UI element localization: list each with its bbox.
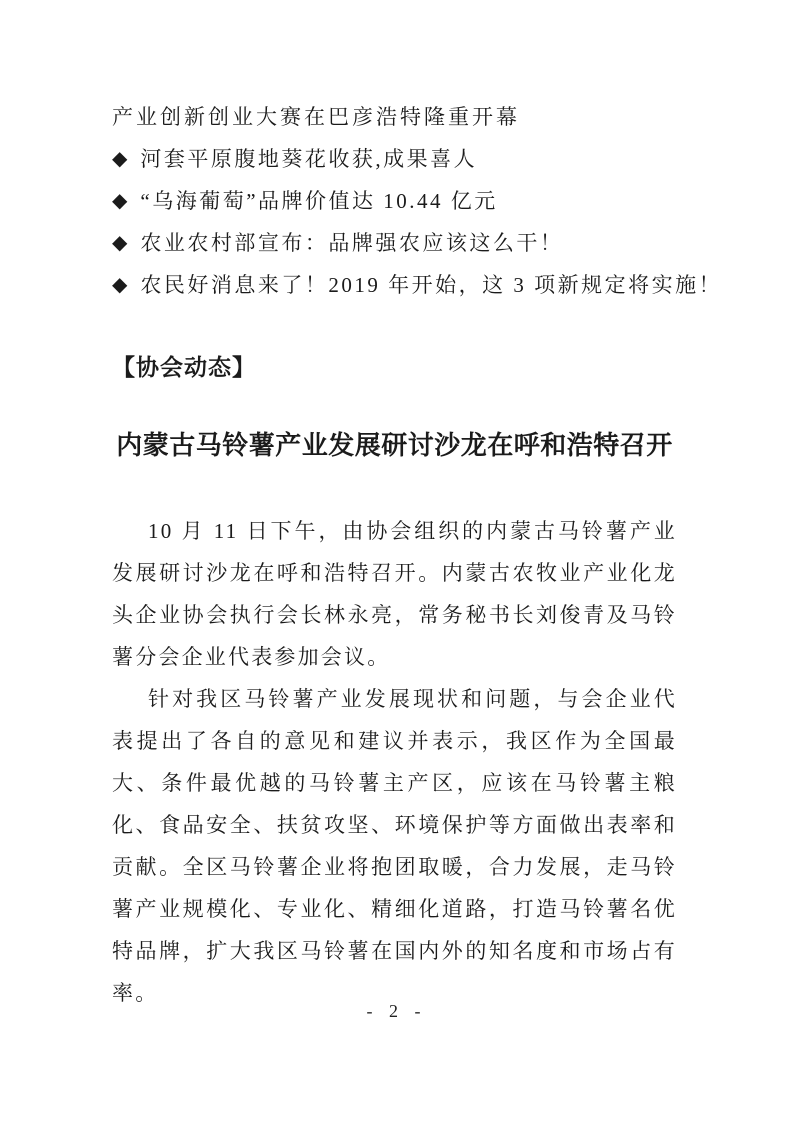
news-list-item [112, 222, 677, 264]
news-list-item [112, 264, 723, 306]
section-header-association-news: 【协会动态】 [112, 354, 256, 380]
diamond-bullet-icon: ◆ [112, 232, 128, 254]
article-paragraph: 10 月 11 日下午，由协会组织的内蒙古马铃薯产业发展研讨沙龙在呼和浩特召开。内蒙古农牧业产业化龙头企业协会执行会长林永亮，常务秘书长刘俊青及马铃薯分会企业代表参加会议。 [112, 519, 677, 669]
news-list-item [112, 180, 677, 222]
article-paragraph: 针对我区马铃薯产业发展现状和问题，与会企业代表提出了各自的意见和建议并表示，我区作为全国最大、条件最优越的马铃薯主产区，应该在马铃薯主粮化、食品安全、扶贫攻坚、环境保护等方面做出表率和贡献。全区马铃薯企业将抱团取暖，合力发展，走马铃薯产业规模化、专业化、精细化道路，打造马铃薯名优特品牌，扩大我区马铃薯在国内外的知名度和市场占有率。 [112, 687, 677, 1005]
page-number: - 2 - [366, 1001, 427, 1021]
diamond-bullet-icon: ◆ [112, 148, 128, 170]
news-list-item-text: “乌海葡萄”品牌价值达 10.44 亿元 [140, 189, 498, 213]
news-list-continuation-line: 产业创新创业大赛在巴彦浩特隆重开幕 [112, 105, 520, 129]
news-list-item [112, 138, 677, 180]
diamond-bullet-icon: ◆ [112, 190, 128, 212]
article-title: 内蒙古马铃薯产业发展研讨沙龙在呼和浩特召开 [116, 431, 673, 460]
news-list-item-text: 农业农村部宣布：品牌强农应该这么干！ [140, 231, 564, 255]
news-list-item-text: 农民好消息来了！2019 年开始，这 3 项新规定将实施！ [140, 273, 723, 297]
news-list-item-text: 河套平原腹地葵花收获,成果喜人 [140, 147, 478, 171]
diamond-bullet-icon: ◆ [112, 274, 128, 296]
